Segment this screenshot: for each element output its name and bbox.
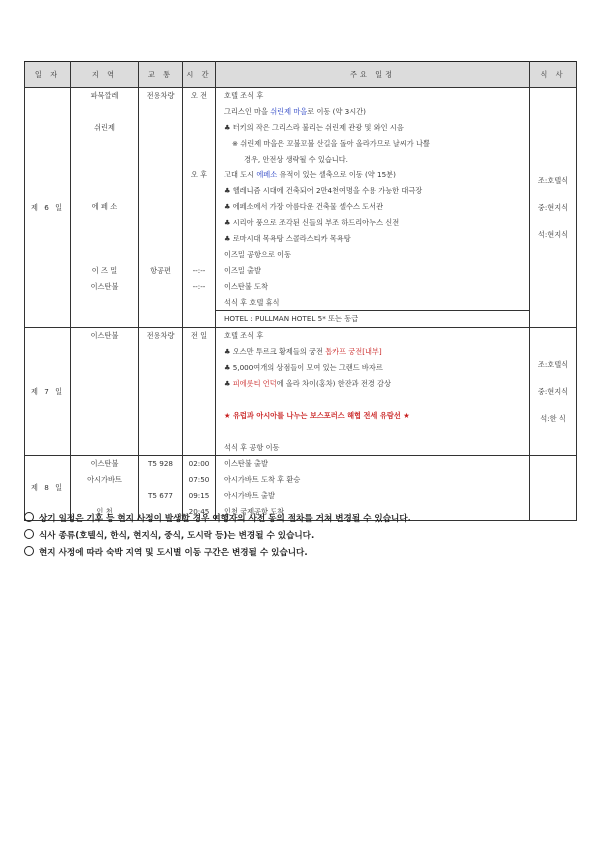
day7-meals	[530, 328, 577, 456]
meal-lunch: 중:현지식	[537, 203, 569, 213]
schedule-line: 석식 후 호텔 휴식	[224, 297, 280, 307]
time: 02:00	[188, 459, 210, 469]
header-region: 지 역	[71, 62, 139, 88]
notes	[24, 511, 411, 562]
header-day: 일 자	[25, 62, 71, 88]
day6-row	[25, 88, 577, 328]
day7-schedule	[216, 328, 530, 456]
pierre-loti-highlight: 피에롯티 언덕	[232, 379, 277, 389]
time: 오 전	[190, 91, 208, 100]
day6-schedule	[216, 88, 530, 328]
meal-lunch: 중:현지식	[537, 387, 569, 397]
hotel-info: HOTEL : PULLMAN HOTEL 5* 또는 동급	[216, 310, 529, 327]
region: 이 즈 밀	[91, 265, 118, 275]
schedule-line: 인천 국제공항 도착	[224, 507, 285, 517]
schedule-line: 아시가바트 출발	[224, 491, 275, 501]
region: 인 천	[96, 507, 113, 517]
day7-label: 제 7 일	[25, 328, 71, 456]
meal-breakfast: 조:호텔식	[537, 360, 569, 370]
region: 이스탄불	[90, 281, 119, 291]
schedule-line: ♣ 피에롯티 언덕에 올라 차이(홍차) 한잔과 전경 감상	[224, 379, 391, 389]
circle-bullet-icon	[24, 529, 34, 539]
time: 20:45	[188, 507, 210, 517]
transport: 전용차량	[146, 91, 175, 100]
note-item: 현지 사정에 따라 숙박 지역 및 도시별 이동 구간은 변경될 수 있습니다.	[24, 545, 411, 562]
meal-dinner: 석:한 식	[540, 414, 566, 424]
schedule-line: ※ 쉬린제 마을은 꼬불꼬불 산길을 돌아 올라가므로 날씨가 나쁠	[232, 138, 430, 148]
schedule-line: 경우, 안전상 생략될 수 있습니다.	[244, 154, 348, 164]
note-item: 식사 종류(호텔식, 한식, 현지식, 중식, 도시락 등)는 변경될 수 있습니다.	[24, 528, 411, 545]
transport: 항공편	[150, 265, 171, 275]
time: 07:50	[188, 475, 210, 485]
day7-region: 이스탄불	[71, 328, 139, 456]
schedule-line: ♣ 오스만 투르크 황제들의 궁전 톱카프 궁전[내부]	[224, 347, 382, 357]
flight-number: T5 928	[148, 459, 173, 469]
schedule-line: 고대 도시 에페소 유적이 있는 셀축으로 이동 (약 15분)	[224, 170, 396, 180]
region: 아시가바트	[87, 475, 122, 485]
time: --:--	[192, 265, 206, 275]
day6-label: 제 6 일	[25, 88, 71, 328]
schedule-line: ♣ 에페소에서 가장 아름다운 건축물 셀수스 도서관	[224, 202, 384, 212]
schedule-line: 이스탄불 출발	[224, 459, 268, 469]
schedule-line: 석식 후 공항 이동	[224, 442, 280, 452]
topkapi-highlight: 톱카프 궁전[내부]	[325, 347, 382, 357]
time: 09:15	[188, 491, 210, 501]
schedule-line: 호텔 조식 후	[224, 91, 264, 100]
meal-dinner: 석:현지식	[537, 230, 569, 240]
region: 이스탄불	[90, 459, 119, 469]
time: 오 후	[190, 170, 208, 180]
schedule-line: ♣ 시리아 풍으로 조각된 신들의 부조 하드리아누스 신전	[224, 218, 400, 228]
day7-time: 전 일	[183, 328, 216, 456]
day6-times	[183, 88, 216, 328]
schedule-line: 이즈밀 출발	[224, 265, 262, 275]
schedule-line: ♣ 로마시대 목욕탕 스콜라스티카 목욕탕	[224, 234, 351, 244]
region: 에 페 소	[91, 202, 118, 212]
circle-bullet-icon	[24, 546, 34, 556]
header-transport: 교 통	[139, 62, 183, 88]
schedule-line: 호텔 조식 후	[224, 331, 264, 341]
header-schedule: 주요 일정	[216, 62, 530, 88]
schedule-line: 그리스인 마을 쉬린제 마을로 이동 (약 3시간)	[224, 106, 366, 116]
meal-breakfast: 조:호텔식	[537, 176, 569, 186]
ephesus-highlight: 에페소	[256, 170, 278, 180]
header-meal: 식 사	[530, 62, 577, 88]
sirince-highlight: 쉬린제 마을	[270, 106, 308, 116]
day8-label: 제 8 일	[25, 456, 71, 521]
bosphorus-cruise-special: ★ 유럽과 아시아를 나누는 보스포러스 해협 전세 유람선 ★	[224, 410, 410, 420]
schedule-line: ♣ 헬레니즘 시대에 건축되어 2만4천여명을 수용 가능한 대극장	[224, 186, 423, 196]
circle-bullet-icon	[24, 512, 34, 522]
region: 쉬린제	[94, 122, 115, 132]
region: 파묵깔레	[90, 91, 119, 100]
day8-meals	[530, 456, 577, 521]
day7-transport: 전용차량	[139, 328, 183, 456]
time: --:--	[192, 281, 206, 291]
day6-transport	[139, 88, 183, 328]
region	[71, 488, 138, 504]
flight-number: T5 677	[148, 491, 173, 501]
day6-meals	[530, 88, 577, 328]
header-row	[25, 62, 577, 88]
day6-regions	[71, 88, 139, 328]
schedule-line: ♣ 5,000여개의 상점들이 모여 있는 그랜드 바자르	[224, 363, 383, 373]
schedule-line: 이즈밀 공항으로 이동	[224, 249, 292, 259]
schedule-line: ♣ 터키의 작은 그리스라 불리는 쉬린제 관광 및 와인 시음	[224, 122, 404, 132]
note-item: 상기 일정은 기후 등 현지 사정이 발생할 경우 여행자의 사전 동의 절차를 거쳐 변경될 수 있습니다.	[24, 511, 411, 528]
schedule-line: 이스탄불 도착	[224, 281, 268, 291]
day7-row	[25, 328, 577, 456]
itinerary-table	[24, 61, 577, 521]
schedule-line: 아시가바트 도착 후 환승	[224, 475, 301, 485]
header-time: 시 간	[183, 62, 216, 88]
